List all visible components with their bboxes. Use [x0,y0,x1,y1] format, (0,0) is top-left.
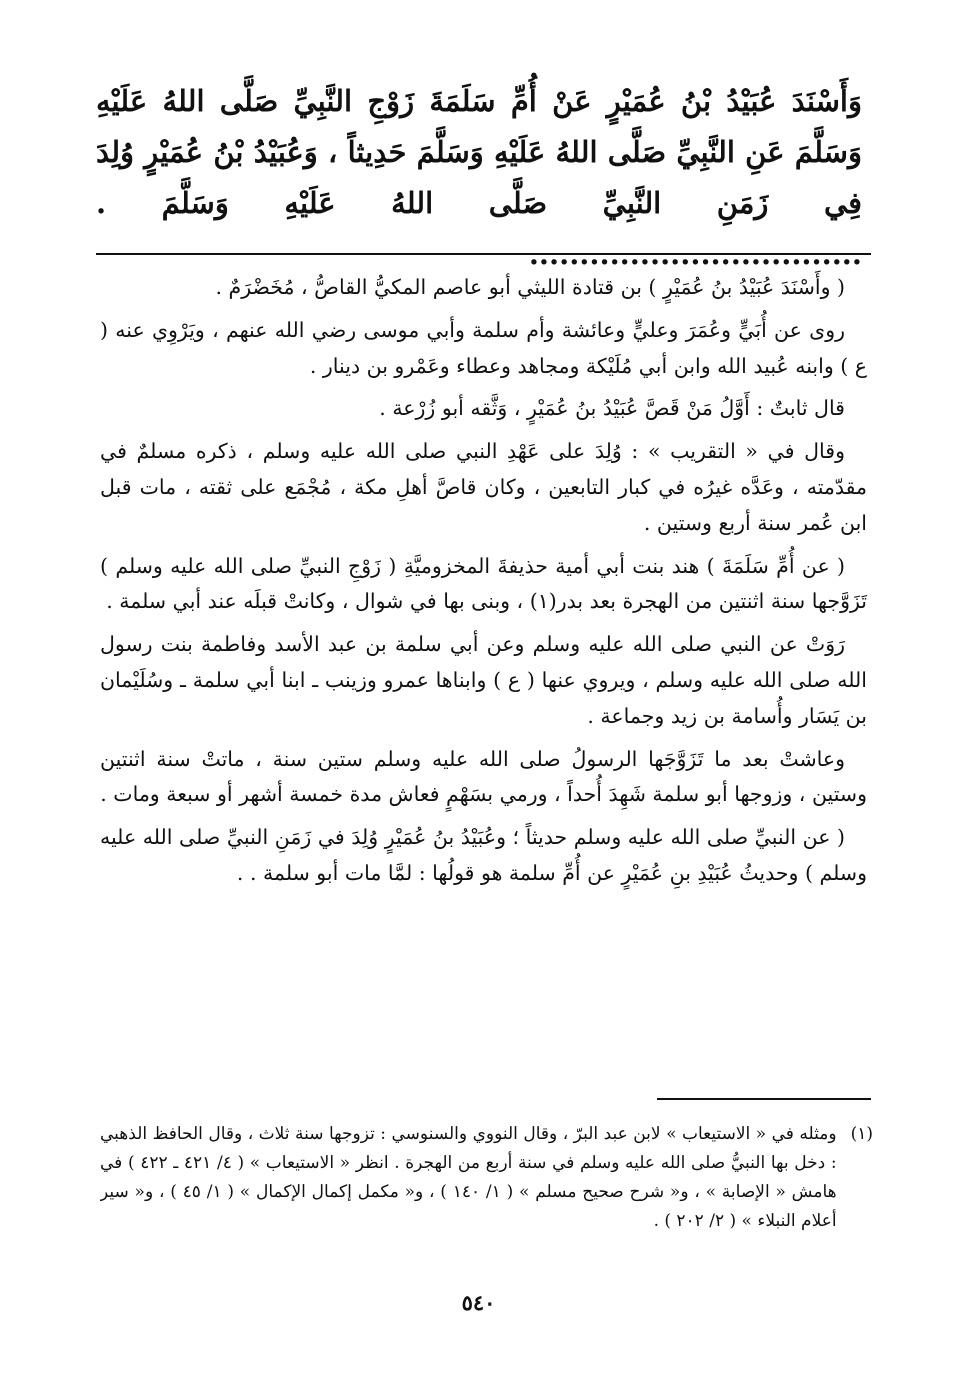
commentary-paragraph: رَوَتْ عن النبي صلى الله عليه وسلم وعن أبي سلمة بن عبد الأسد وفاطمة بنت رسول الله صلى الله عليه وسلم ، ويروي عنها ( ع ) وابناها عمرو وزينب ـ ابنا أبي سلمة ـ وسُلَيْمان بن يَسَار وأُسامة بن زيد وجماعة . [100,632,867,728]
top-divider [96,253,871,255]
commentary-paragraph: وقال في « التقريب » : وُلِدَ على عَهْدِ النبي صلى الله عليه وسلم ، ذكره مسلمٌ في مقدّمته ، وعَدَّه غيرُه في كبار التابعين ، وكان قاصَّ أهلِ مكة ، مُجْمَع على ثقته ، مات قبل ابن عُمر سنة أربع وستين . [100,439,867,535]
commentary-section [100,270,867,899]
page-number: ٥٤٠ [461,1290,496,1315]
matn-dots: ................................. [528,237,862,271]
commentary-paragraph: ( وأَسْنَدَ عُبَيْدُ بنُ عُمَيْرٍ ) بن قتادة الليثي أبو عاصم المكيُّ القاصُّ ، مُخَضْرَمٌ . [215,275,845,299]
footnote-marker: (١) [850,1124,873,1144]
commentary-paragraph: قال ثابتٌ : أَوَّلُ مَنْ قَصَّ عُبَيْدُ بنُ عُمَيْرٍ ، وَثَّقه أبو زُرْعة . [379,396,845,421]
matn-text [96,76,862,280]
commentary-paragraph: ( عن النبيِّ صلى الله عليه وسلم حديثاً ؛ وعُبَيْدُ بنُ عُمَيْرٍ وُلِدَ في زَمَنِ النبيِّ صلى الله عليه وسلم ) وحديثُ عُبَيْدِ بنِ عُمَيْرٍ عن أُمِّ سلمة هو قولُها : لمَّا مات أبو سلمة . . [100,825,867,885]
matn-body: وَأَسْنَدَ عُبَيْدُ بْنُ عُمَيْرٍ عَنْ أُمِّ سَلَمَةَ زَوْجِ النَّبِيِّ صَلَّى اللهُ عَلَيْهِ وَسَلَّمَ عَنِ النَّبِيِّ صَلَّى اللهُ عَلَيْهِ وَسَلَّمَ حَدِيثاً ، وَعُبَيْدُ بْنُ عُمَيْرٍ وُلِدَ فِي زَمَنِ النَّبِيِّ صَلَّى اللهُ عَلَيْهِ وَسَلَّمَ . [96,84,862,220]
commentary-paragraph: روى عن أُبَيٍّ وعُمَرَ وعليٍّ وعائشة وأم سلمة وأبي موسى رضي الله عنهم ، ويَرْوِي عنه ( ع ) وابنه عُبيد الله وابن أبي مُلَيْكة ومجاهد وعطاء وعَمْرو بن دينار . [100,317,867,378]
commentary-paragraph: ( عن أُمِّ سَلَمَةَ ) هند بنت أبي أمية حذيفةَ المخزوميَّةِ ( زَوْجِ النبيِّ صلى الله عليه وسلم ) تَزَوَّجها سنة اثنتين من الهجرة بعد بدر(١) ، وبنى بها في شوال ، وكانتْ قبلَه عند أبي سلمة . [100,553,867,614]
commentary-paragraph: وعاشتْ بعد ما تَزَوَّجَها الرسولُ صلى الله عليه وسلم ستين سنة ، ماتتْ سنة اثنتين وستين ، وزوجها أبو سلمة شَهِدَ أُحداً ، ورمي بسَهْمٍ فعاش مدة خمسة أشهر أو سبعة ومات . [100,746,867,807]
footnote-divider [657,1098,871,1100]
footnote [100,1120,873,1236]
footnote-text: ومثله في « الاستيعاب » لابن عبد البرّ ، وقال النووي والسنوسي : تزوجها سنة ثلاث ، وقال الحافظ الذهبي : دخل بها النبيُّ صلى الله عليه وسلم في سنة أربع من الهجرة . انظر « الاستيعاب » ( ٤/ ٤٢١ ـ ٤٢٢ ) في هامش « الإصابة » ، و« شرح صحيح مسلم » ( ١/ ١٤٠ ) ، و« مكمل إكمال الإكمال » ( ١/ ٤٥ ) ، و« سير أعلام النبلاء » ( ٢/ ٢٠٢ ) . [100,1124,837,1231]
